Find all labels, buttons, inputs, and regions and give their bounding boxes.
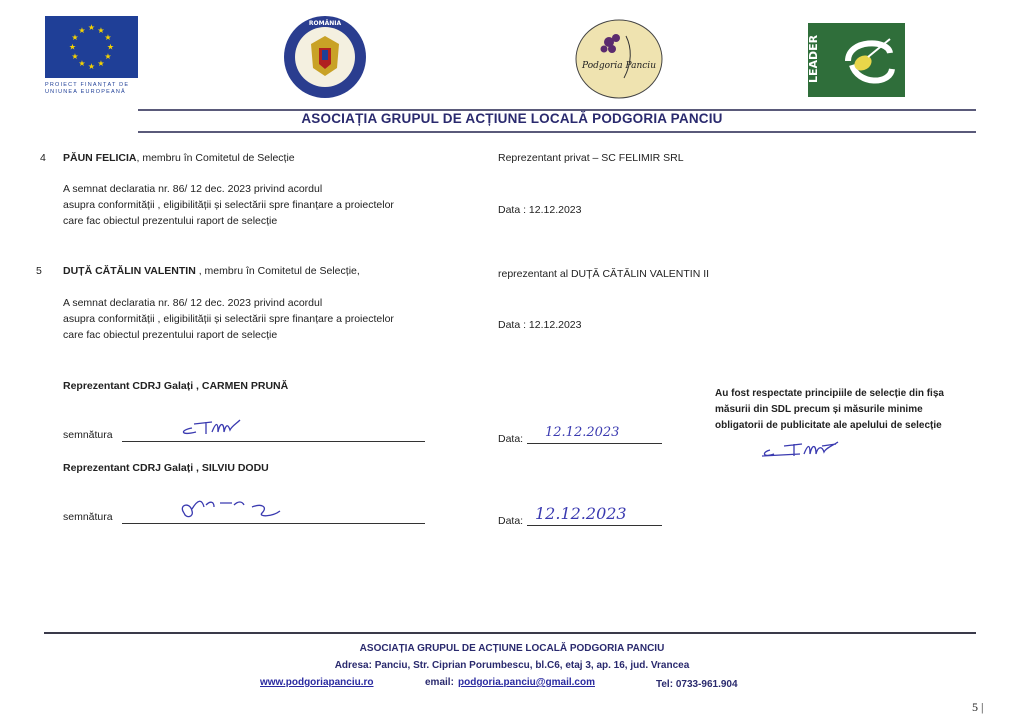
note-line3: obligatorii de publicitate ale apelului de selecție (715, 420, 942, 431)
svg-text:★: ★ (68, 42, 77, 52)
declaration-line2: asupra conformității , eligibilității și selectării spre finanțare a proiectelor (63, 199, 394, 211)
footer-phone: Tel: 0733-961.904 (656, 679, 738, 690)
svg-text:★: ★ (78, 26, 86, 35)
member-representation: Reprezentant privat – SC FELIMIR SRL (498, 152, 684, 164)
date-line (527, 443, 662, 444)
footer-address: Adresa: Panciu, Str. Ciprian Porumbescu, bl.C6, etaj 3, ap. 16, jud. Vrancea (334, 660, 690, 671)
svg-text:★: ★ (104, 52, 112, 61)
member-number: 5 (36, 265, 42, 277)
svg-text:★: ★ (87, 62, 96, 71)
cdrj-representative-label: Reprezentant CDRJ Galați , SILVIU DODU (63, 462, 269, 474)
member-name: PĂUN FELICIA (63, 152, 137, 164)
handwritten-signature (760, 436, 850, 467)
handwritten-date: 12.12.2023 (535, 504, 627, 523)
svg-text:★: ★ (71, 33, 79, 42)
member-date: Data : 12.12.2023 (498, 319, 582, 331)
svg-text:★: ★ (104, 33, 112, 42)
note-line2: măsurii din SDL precum și măsurile minime (715, 404, 923, 415)
title-bottom-rule (138, 131, 976, 133)
podgoria-panciu-logo (574, 18, 664, 100)
member-line (63, 264, 360, 278)
declaration-line3: care fac obiectul prezentului raport de selecție (63, 215, 278, 227)
member-role: , membru în Comitetul de Selecție, (195, 265, 360, 277)
svg-text:★: ★ (97, 26, 105, 35)
member-date: Data : 12.12.2023 (498, 204, 582, 216)
svg-text:★: ★ (71, 52, 79, 61)
declaration-line3: care fac obiectul prezentului raport de selecție (63, 329, 278, 341)
signature-label: semnătura (63, 429, 113, 441)
svg-text:ROMÂNIA: ROMÂNIA (308, 20, 342, 27)
member-role: , membru în Comitetul de Selecție (136, 152, 295, 164)
signature-line (122, 441, 425, 442)
svg-text:★: ★ (78, 59, 86, 68)
eu-caption-line2: UNIUNEA EUROPEANĂ (45, 89, 126, 95)
page-number: 5 | (972, 700, 984, 714)
footer-email-label: email: (425, 677, 454, 688)
handwritten-signature (172, 414, 252, 445)
date-label: Data: (498, 433, 524, 445)
svg-text:★: ★ (87, 23, 96, 32)
date-line (527, 525, 662, 526)
date-label: Data: (498, 515, 524, 527)
member-representation: reprezentant al DUȚĂ CĂTĂLIN VALENTIN II (498, 268, 710, 280)
member-number: 4 (40, 152, 46, 164)
eu-flag-logo (45, 16, 138, 78)
handwritten-signature (176, 493, 296, 528)
eu-stars-icon (45, 16, 138, 78)
cdrj-representative-label: Reprezentant CDRJ Galați , CARMEN PRUNĂ (63, 380, 289, 392)
eu-caption-line1: PROIECT FINANȚAT DE (45, 82, 130, 88)
footer-email-link[interactable]: podgoria.panciu@gmail.com (458, 677, 595, 688)
svg-text:LEADER: LEADER (808, 34, 820, 83)
svg-text:Podgoria Panciu: Podgoria Panciu (582, 61, 656, 71)
member-line (63, 151, 295, 165)
declaration-line1: A semnat declaratia nr. 86/ 12 dec. 2023 privind acordul (63, 183, 323, 195)
footer-org: ASOCIAȚIA GRUPUL DE ACȚIUNE LOCALĂ PODGORIA PANCIU (359, 643, 665, 654)
declaration-line2: asupra conformității , eligibilității și selectării spre finanțare a proiectelor (63, 313, 394, 325)
document-title: ASOCIAȚIA GRUPUL DE ACȚIUNE LOCALĂ PODGORIA PANCIU (301, 111, 723, 126)
footer-rule (44, 632, 976, 634)
note-line1: Au fost respectate principiile de selecție din fișa (715, 388, 944, 399)
svg-text:★: ★ (97, 59, 105, 68)
svg-text:★: ★ (106, 42, 115, 52)
footer-website-link[interactable]: www.podgoriapanciu.ro (260, 677, 374, 688)
eu-caption (45, 82, 145, 96)
declaration-line1: A semnat declaratia nr. 86/ 12 dec. 2023 privind acordul (63, 297, 323, 309)
member-name: DUȚĂ CĂTĂLIN VALENTIN (63, 265, 196, 277)
signature-label: semnătura (63, 511, 113, 523)
romania-ministry-seal-logo (279, 14, 371, 100)
handwritten-date: 12.12.2023 (545, 425, 620, 440)
leader-logo (808, 23, 905, 97)
